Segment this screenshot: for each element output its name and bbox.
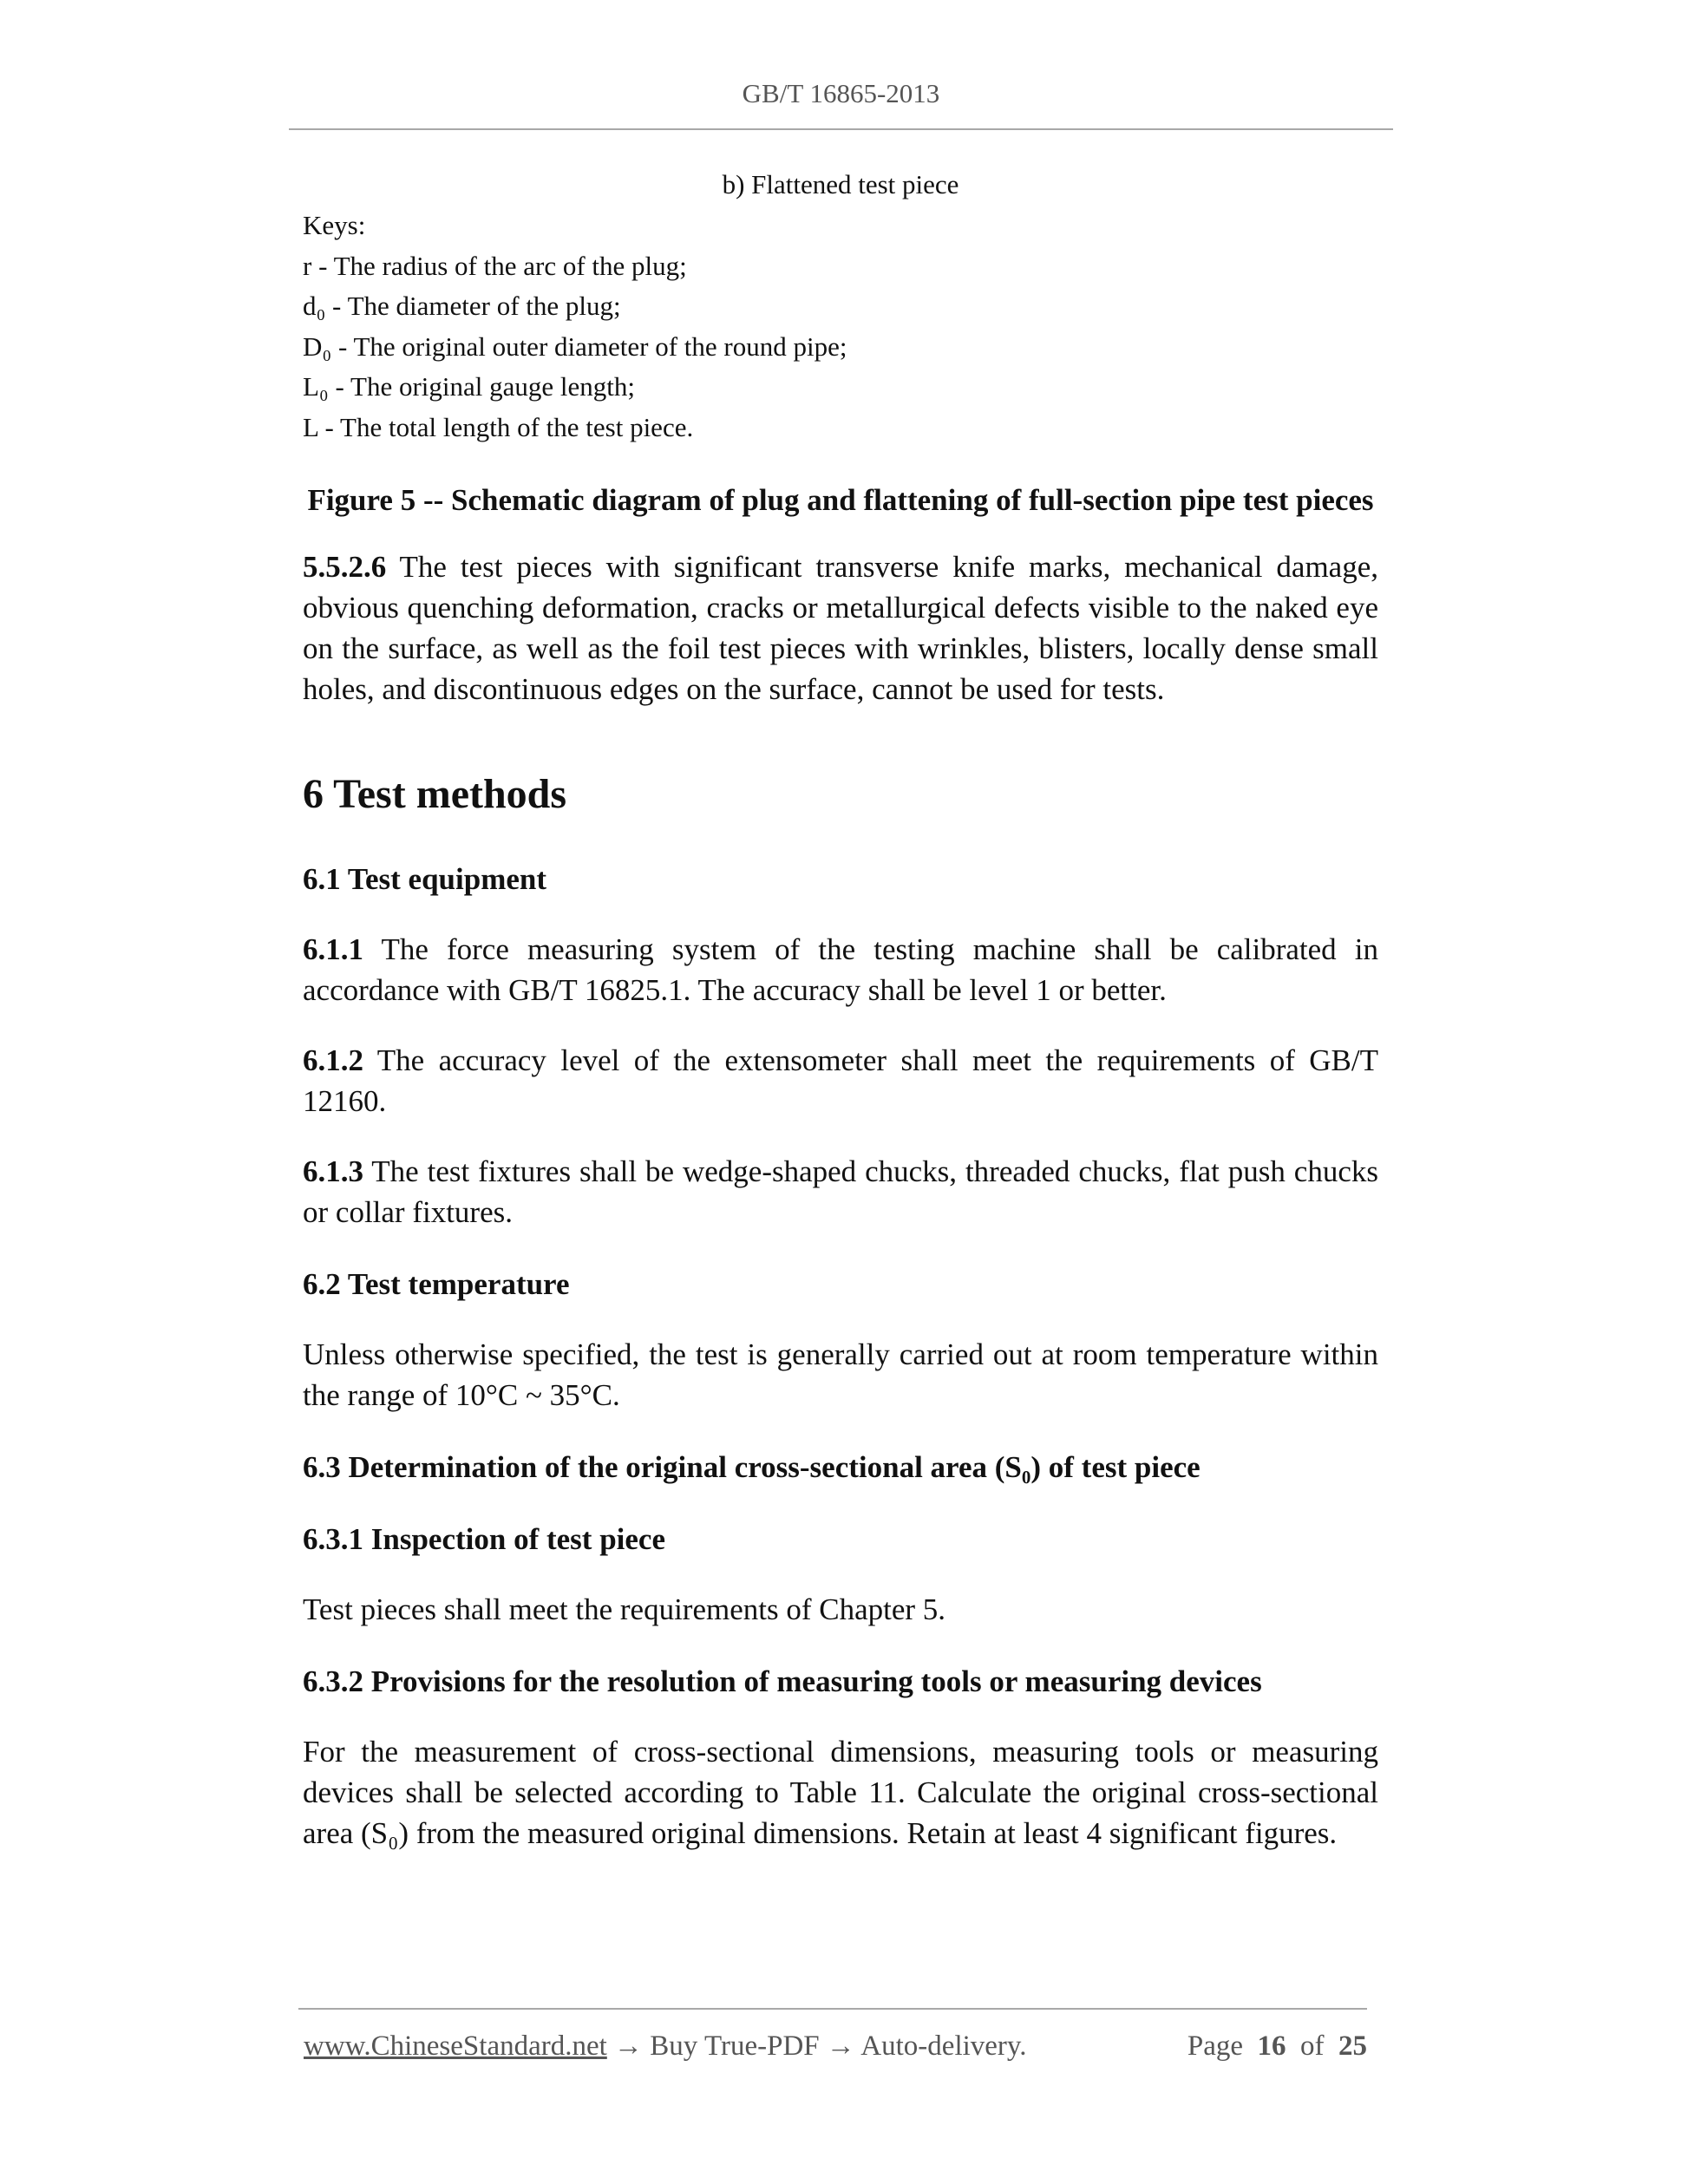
section-heading-6-3-1: 6.3.1 Inspection of test piece [303, 1522, 666, 1556]
clause-text: The force measuring system of the testing machine shall be calibrated in accordance with GB/T 16825.1. The accuracy shall be level 1 or better. [303, 932, 1378, 1007]
figure-keys [303, 206, 1378, 448]
clause-6-1-2 [303, 1040, 1378, 1121]
clause-text: The test fixtures shall be wedge-shaped chucks, threaded chucks, flat push chucks or collar fixtures. [303, 1154, 1378, 1229]
clause-number: 6.1.3 [303, 1154, 363, 1188]
key-item: D₀ - The original outer diameter of the round pipe; [303, 330, 847, 362]
section-heading-6-1: 6.1 Test equipment [303, 862, 547, 896]
key-item: d₀ - The diameter of the plug; [303, 291, 621, 321]
clause-text: The test pieces with significant transverse knife marks, mechanical damage, obvious quenching deformation, cracks or metallurgical defects visible to the naked eye on the surface, as well as the foil test pieces with wrinkles, blisters, locally dense small holes, and discontinuous edges on the surface, cannot be used for tests. [303, 550, 1378, 706]
running-header: GB/T 16865-2013 [742, 78, 940, 108]
keys-title: Keys: [303, 210, 366, 240]
key-item: L - The total length of the test piece. [303, 411, 694, 442]
section-heading-6-2: 6.2 Test temperature [303, 1267, 570, 1301]
header-divider [289, 128, 1393, 130]
page-number [1187, 2028, 1367, 2064]
clause-6-1-1 [303, 929, 1378, 1010]
chapter-heading: 6 Test methods [303, 771, 567, 817]
site-link[interactable]: www.ChineseStandard.net [304, 2030, 607, 2062]
page-label: Page [1187, 2030, 1243, 2062]
section-heading-6-3-2: 6.3.2 Provisions for the resolution of measuring tools or measuring devices [303, 1664, 1262, 1698]
page-total: 25 [1338, 2030, 1367, 2062]
clause-6-3-1-text: Test pieces shall meet the requirements of Chapter 5. [303, 1592, 946, 1626]
of-label: of [1300, 2030, 1325, 2062]
promo-text: → Buy True-PDF → Auto-delivery. [606, 2030, 1027, 2062]
page-current: 16 [1257, 2030, 1286, 2062]
clause-6-1-3 [303, 1151, 1378, 1233]
figure-subcaption: b) Flattened test piece [722, 169, 959, 199]
clause-text: The accuracy level of the extensometer shall meet the requirements of GB/T 12160. [303, 1043, 1378, 1118]
section-heading-6-3: 6.3 Determination of the original cross-sectional area (S₀) of test piece [303, 1450, 1201, 1484]
footer-divider [298, 2008, 1367, 2010]
key-item: L₀ - The original gauge length; [303, 371, 635, 402]
clause-5-5-2-6 [303, 546, 1378, 709]
clause-number: 6.1.1 [303, 932, 363, 966]
clause-number: 6.1.2 [303, 1043, 363, 1077]
clause-6-2-text: Unless otherwise specified, the test is generally carried out at room temperature within the range of 10°C ~ 35°C. [303, 1337, 1378, 1412]
page-content [303, 165, 1378, 1854]
footer-promo [304, 2028, 1027, 2064]
clause-6-3-2-text: For the measurement of cross-sectional dimensions, measuring tools or measuring devices shall be selected according to Table 11. Calculate the original cross-sectional area (S₀) from the measured original dimensions. Retain at least 4 significant figures. [303, 1735, 1378, 1850]
figure-title: Figure 5 -- Schematic diagram of plug and flattening of full-section pipe test pieces [307, 483, 1374, 517]
clause-number: 5.5.2.6 [303, 550, 387, 584]
key-item: r - The radius of the arc of the plug; [303, 250, 687, 281]
